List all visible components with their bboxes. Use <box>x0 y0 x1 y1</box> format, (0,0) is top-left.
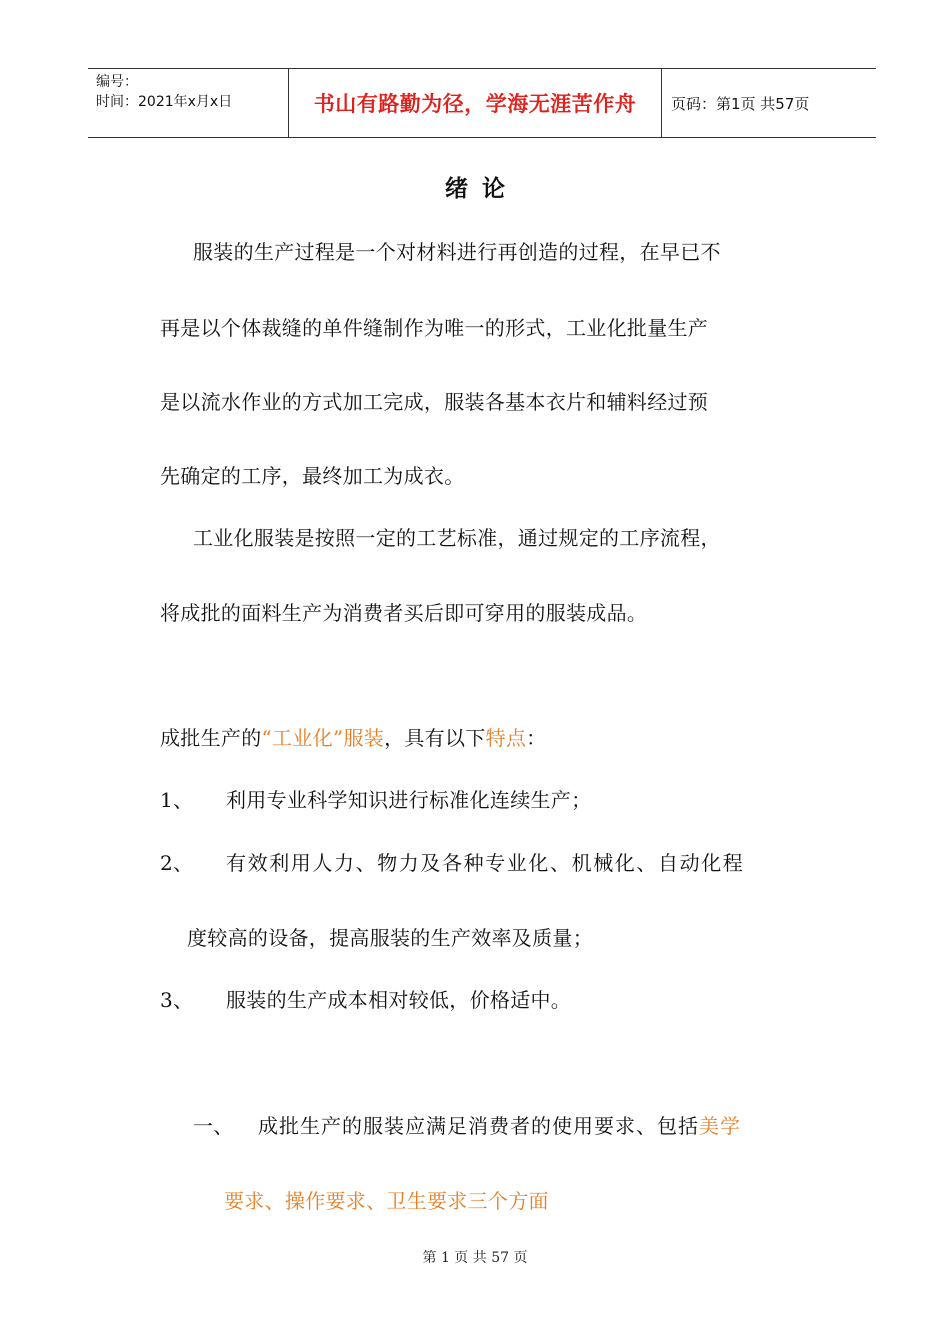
list-item-1-number: 1、 <box>160 788 194 812</box>
list-item-3-text: 服装的生产成本相对较低，价格适中。 <box>226 988 572 1012</box>
header-motto: 书山有路勤为径，学海无涯苦作舟 <box>313 92 637 116</box>
list-item-2-text: 有效利用人力、物力及各种专业化、机械化、自动化程 <box>226 851 745 875</box>
list-item-2-continuation: 度较高的设备，提高服装的生产效率及质量； <box>187 926 593 950</box>
paragraph-1-line-1: 服装的生产过程是一个对材料进行再创造的过程，在早已不 <box>193 240 721 264</box>
section-1-number: 一、 <box>193 1114 234 1138</box>
features-intro-c: ，具有以下 <box>384 726 486 750</box>
time-label: 时间：2021年x月x日 <box>96 94 233 110</box>
paragraph-2-line-1: 工业化服装是按照一定的工艺标准，通过规定的工序流程， <box>193 526 721 550</box>
section-1-heading <box>258 1110 741 1139</box>
page-title: 绪论 <box>445 175 519 202</box>
paragraph-1-line-4: 先确定的工序，最终加工为成衣。 <box>160 464 465 488</box>
serial-label: 编号： <box>96 74 138 90</box>
section-1-highlight: 美学 <box>699 1114 741 1138</box>
paragraph-1-line-2: 再是以个体裁缝的单件缝制作为唯一的形式，工业化批量生产 <box>160 316 709 340</box>
document-header <box>88 68 876 138</box>
features-intro-a: 成批生产的 <box>160 726 262 750</box>
features-intro-e: ： <box>526 726 547 750</box>
header-motto-cell <box>288 69 662 137</box>
section-1-text: 成批生产的服装应满足消费者的使用要求、包括 <box>258 1114 699 1138</box>
features-intro-highlight: “工业化”服装 <box>261 726 385 750</box>
list-item-3-number: 3、 <box>160 988 194 1012</box>
list-item-1-text: 利用专业科学知识进行标准化连续生产； <box>226 788 592 812</box>
header-meta <box>88 69 288 137</box>
header-page-info: 页码：第1页 共57页 <box>671 94 810 113</box>
features-intro <box>160 722 546 751</box>
page-footer: 第 1 页 共 57 页 <box>422 1250 528 1266</box>
list-item-2-number: 2、 <box>160 851 194 875</box>
paragraph-1-line-3: 是以流水作业的方式加工完成，服装各基本衣片和辅料经过预 <box>160 390 709 414</box>
features-keyword: 特点 <box>485 726 527 750</box>
paragraph-2-line-2: 将成批的面料生产为消费者买后即可穿用的服装成品。 <box>160 601 648 625</box>
section-1-line-2: 要求、操作要求、卫生要求三个方面 <box>224 1189 549 1213</box>
